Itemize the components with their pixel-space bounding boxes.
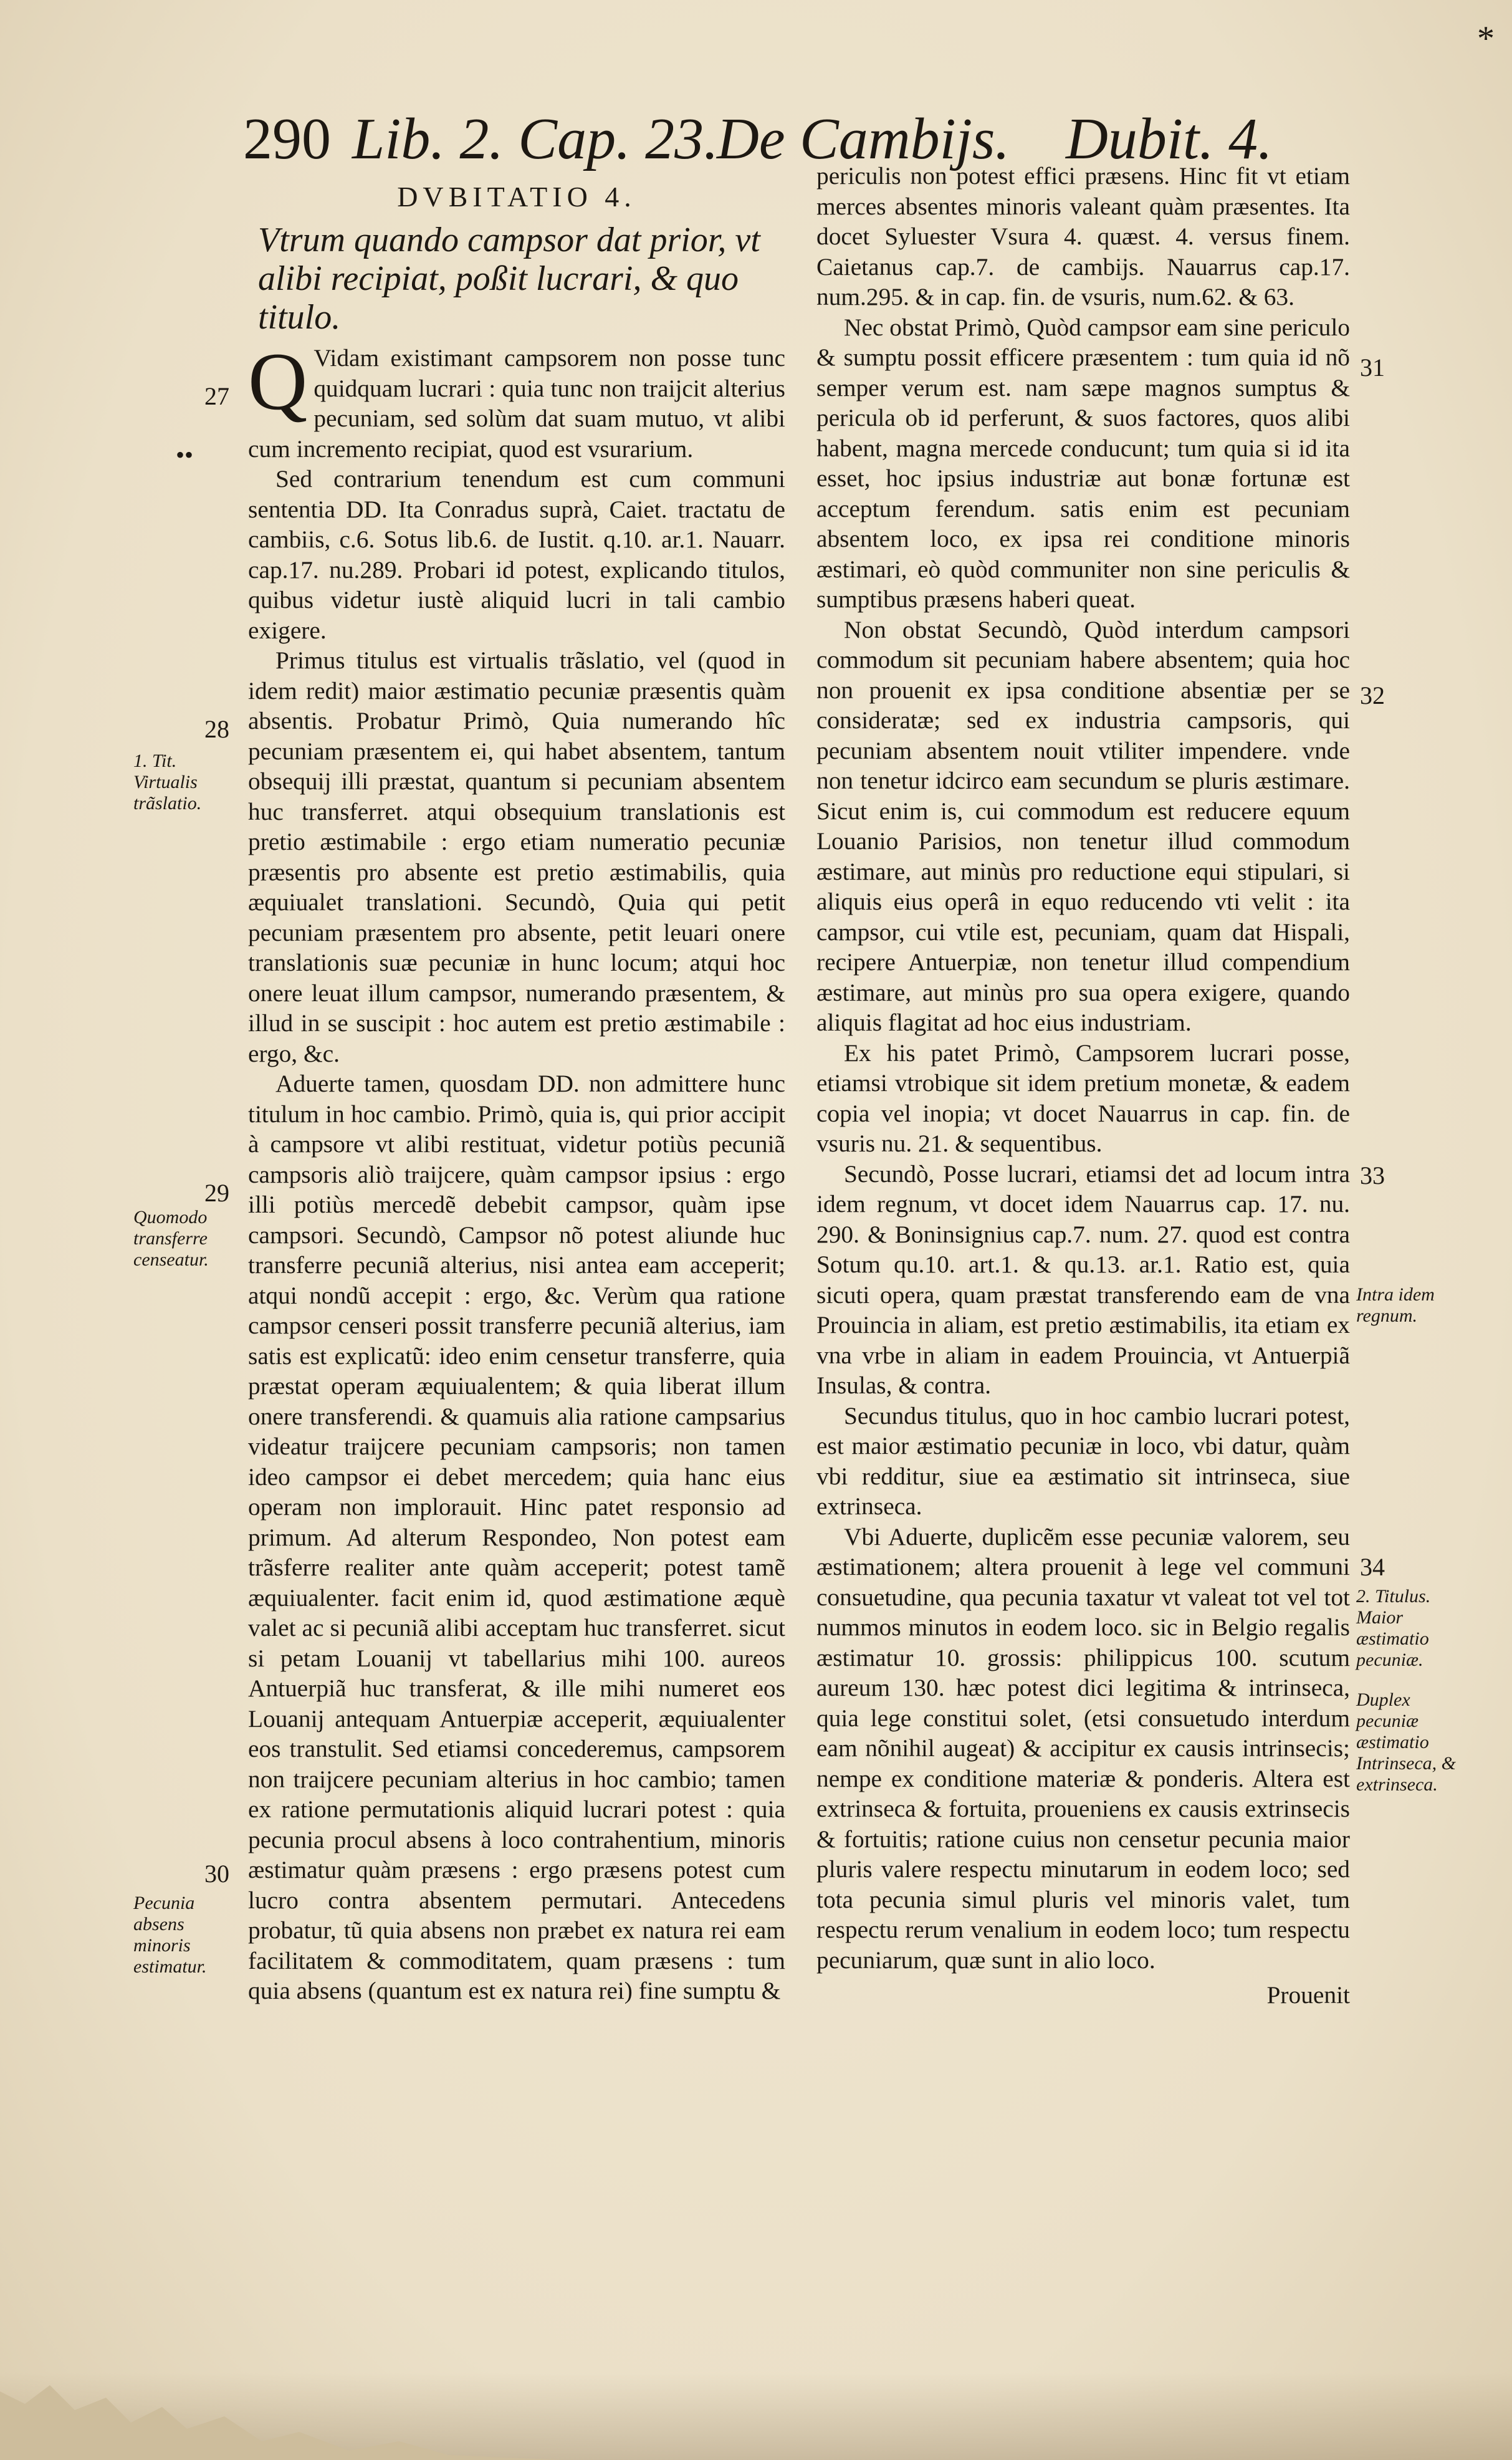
right-column <box>816 161 1350 2011</box>
section-heading: DVBITATIO 4. <box>397 181 636 213</box>
running-title: De Cambijs. <box>717 107 1010 171</box>
paragraph: Ex his patet Primò, Campsorem lucrari posse, etiamsi vtrobique sit idem pretium monetæ, & eadem copia vel inopia; vt docet Nauarrus in cap. fin. de vsuris nu. 21. & sequentibus. <box>816 1039 1350 1157</box>
margin-note: Pecunia absens minoris estimatur. <box>133 1893 207 1977</box>
book-chapter: Lib. 2. Cap. 23. <box>352 107 719 171</box>
margin-note: 1. Tit. Virtualis trãslatio. <box>133 751 202 814</box>
margin-note: 2. Titulus. Maior æstimatio pecuniæ. <box>1356 1586 1431 1670</box>
page-number: 290 <box>243 107 331 171</box>
margin-number: 27 <box>204 382 229 410</box>
catchword: Prouenit <box>1266 1981 1350 2009</box>
margin-note: Quomodo transferre censeatur. <box>133 1207 209 1270</box>
left-column <box>248 180 785 2006</box>
torn-corner <box>0 2348 561 2460</box>
asterisk-mark: * <box>1477 19 1495 58</box>
margin-number: 28 <box>204 715 229 743</box>
paragraph: Nec obstat Primò, Quòd campsor eam sine periculo & sumptu possit efficere præsentem : tum quia id nõ semper verum est. nam sæpe magnos sumptus & pericula ob id perferunt, & suos factores, quos alibi habent, magna mercede conducunt; tum quia si id ita esset, hoc ipsius industriæ aut bonæ fortunæ est acceptum ferendum. satis enim est pecuniam absentem loco, ex ipsa rei conditione minoris æstimari, eò quòd communiter non sine periculis & sumptibus præsens haberi queat. <box>816 313 1350 613</box>
margin-number: 32 <box>1360 681 1385 709</box>
margin-number: 33 <box>1360 1161 1385 1189</box>
paragraph: Non obstat Secundò, Quòd interdum campsori commodum sit pecuniam habere absentem; quia hoc non prouenit ex ipsa conditione absentiæ per se consideratæ; sed ex industria campsoris, qui pecuniam absentem nouit vtiliter impendere. vnde non tenetur idcirco eam secundum se pluris æstimare. Sicut enim is, cui commodum est reducere equum Louanio Parisios, non tenetur illud commodum æstimare, aut minùs pro reductione equi stipulari, si aliquis eius operâ in equo reducendo vti velit : ita campsor, cui vtile est, pecuniam, quam dat Hispali, recipere Antuerpiæ, non tenetur illud compendium æstimare, aut minùs pro sua opera exigere, quando aliquis flagitat ad hoc eius industriam. <box>816 615 1350 1036</box>
paragraph: Primus titulus est virtualis trãslatio, vel (quod in idem redit) maior æstimatio pecuniæ præsentis quàm absentis. Probatur Primò, Quia numerando hîc pecuniam præsentem ei, qui habet absentem, tantum obsequij illi præstat, quantum si pecuniam absentem huc transferret. atqui obsequium translationis est pretio æstimabile : ergo etiam numeratio pecuniæ præsentis pro absente est pretio æstimabilis, quia æquiualet translationi. Secundò, Quia qui petit pecuniam præsentem pro absente, petit leuari onere translationis suæ pecuniæ in hunc locum; atqui hoc onere leuat illum campsor, numerando præsentem, & illud in se suscipit : hoc autem est pretio æstimabile : ergo, &c. <box>248 646 785 1067</box>
paragraph: Secundus titulus, quo in hoc cambio lucrari potest, est maior æstimatio pecuniæ in loco, vbi datur, quàm vbi redditur, siue ea æstimatio sit intrinseca, siue extrinseca. <box>816 1401 1350 1520</box>
margin-number: 31 <box>1360 353 1385 382</box>
question-title: Vtrum quando campsor dat prior, vt alibi recipiat, poßit lucrari, & quo titulo. <box>258 221 760 337</box>
paragraph: Vbi Aduerte, duplicẽm esse pecuniæ valorem, seu æstimationem; altera prouenit à lege vel communi consuetudine, qua pecunia taxatur vt valeat tot vel tot nummos minutos in eodem loco. sic in Belgio regalis æstimatur 10. grossis: philippicus 100. scutum aureum 130. hæc potest dici legitima & intrinseca, quia lege constitui solet, (etsi consuetudo interdum eam nõnihil augeat) & accipitur ex causis intrinsecis; nempe ex conditione materiæ & ponderis. Altera est extrinseca & fortuita, proueniens ex causis extrinsecis & fortuitis; ratione cuius non censetur pecunia maior pluris valere respectu minutarum in eodem loco; sed tota pecunia simul pluris vel minoris valet, tum respectu rerum venalium in eodem loco; tum respectu pecuniarum, quæ sunt in alio loco. <box>816 1522 1350 1974</box>
paragraph: Aduerte tamen, quosdam DD. non admittere hunc titulum in hoc cambio. Primò, quia is, qui prior accipit à campsore vt alibi restituat, videtur potiùs pecuniã campsoris aliò traijcere, quàm campsor ipsius : ergo illi potiùs mercedẽ debebit campsor, quàm ipse campsori. Secundò, Campsor nõ potest aliunde huc transferre pecuniã alterius, nisi antea eam acceperit; atqui nondũ accepit : ergo, &c. Verùm qua ratione campsor censeri possit transferre pecuniã alterius, iam satis est explicatũ: ideo enim censetur transferre, quia præstat operam æquiualentem; & quia liberat illum onere transferendi. & quamuis alia ratione campsarius videatur traijcere pecuniam campsoris; non tamen ideo campsor ei debet mercedem; quia hanc eius operam non implorauit. Hinc patet responsio ad primum. Ad alterum Respondeo, Non potest eam trãsferre realiter ante quàm acceperit; potest tamẽ æquiualenter. facit enim id, quod æstimatione æquè valet ac si pecuniã alibi acceptam huc transferret. sicut si petam Louanij vt tabellarius mihi 100. aureos Antuerpiã huc transferat, & ille mihi numeret eos Louanij antequam Antuerpiæ acceperit, æquiualenter eos transtulit. Sed etiamsi concederemus, campsorem non traijcere pecuniam alterius in hoc cambio; tamen ex ratione permutationis aliquid lucrari potest : quia pecunia procul absens à loco contrahentium, minoris æstimatur quàm præsens : ergo præsens potest cum lucro contra absentem permutari. Antecedens probatur, tũ quia absens non præbet ex natura rei eam facilitatem & commoditatem, quam præsens : tum quia absens (quantum est ex natura rei) fine sumptu & <box>248 1070 785 2004</box>
dubitatio-label: Dubit. 4. <box>1066 107 1273 171</box>
margin-number: 29 <box>204 1179 229 1207</box>
margin-mark: •• <box>176 441 194 469</box>
margin-note: Duplex pecuniæ æstimatio Intrinseca, & extrinseca. <box>1356 1689 1456 1795</box>
margin-note: Intra idem regnum. <box>1356 1284 1435 1326</box>
margin-number: 30 <box>204 1860 229 1888</box>
margin-number: 34 <box>1360 1553 1385 1581</box>
drop-cap: Q <box>248 335 308 427</box>
paragraph: Q Vidam existimant campsorem non posse tunc quidquam lucrari : quia tunc non traijcit alterius pecuniam, sed solùm dat suam mutuo, vt alibi cum incremento recipiat, quod est vsurarium. <box>248 335 785 463</box>
paragraph: periculis non potest effici præsens. Hinc fit vt etiam merces absentes minoris valeant quàm præsentes. Ita docet Syluester Vsura 4. quæst. 4. versus finem. Caietanus cap.7. de cambijs. Nauarrus cap.17. num.295. & in cap. fin. de vsuris, num.62. & 63. <box>816 162 1350 310</box>
paragraph: Sed contrarium tenendum est cum communi sententia DD. Ita Conradus suprà, Caiet. tractatu de cambiis, c.6. Sotus lib.6. de Iustit. q.10. ar.1. Nauarr. cap.17. nu.289. Probari id potest, explicando titulos, quibus videtur iustè aliquid lucri in tali cambio exigere. <box>248 465 785 644</box>
paragraph: Secundò, Posse lucrari, etiamsi det ad locum intra idem regnum, vt docet idem Nauarrus cap. 17. nu. 290. & Boninsignius cap.7. num. 27. quod est contra Sotum qu.10. art.1. & qu.13. ar.1. Ratio est, quia sicuti opera, quam præstat transferendo eam de vna Prouincia in aliam, est pretio æstimabilis, ita etiam ex vna vrbe in aliam in eadem Prouincia, vt Antuerpiã Insulas, & contra. <box>816 1160 1350 1399</box>
